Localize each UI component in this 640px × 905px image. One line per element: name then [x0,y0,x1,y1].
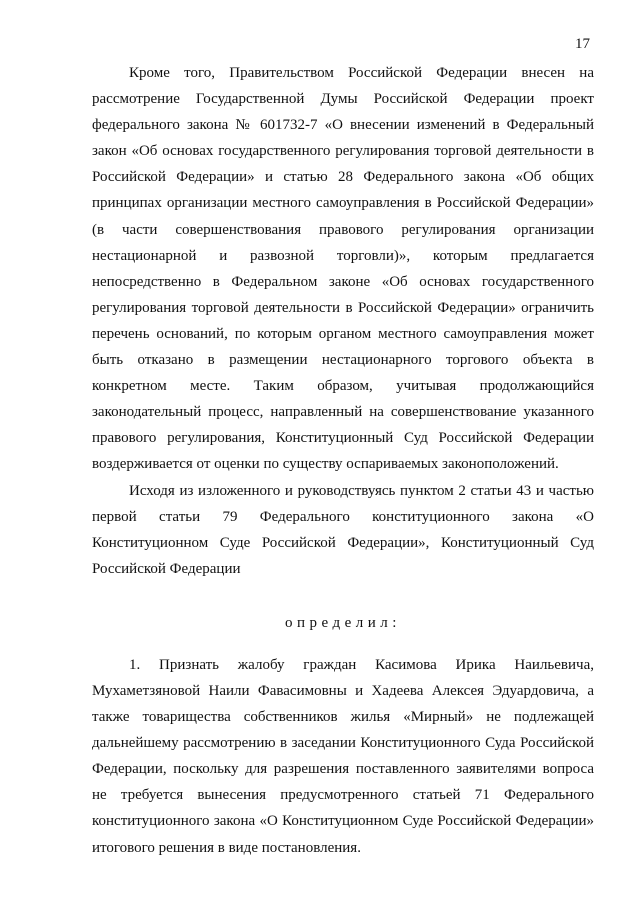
document-body [92,60,594,861]
decision-heading: определил: [285,614,401,631]
paragraph-government-bill: Кроме того, Правительством Российской Федерации внесен на рассмотрение Государственной Думы Российской Федерации проект федерального закона № 601732-7 «О внесении изменений в Федеральный закон «Об основах государственного регулирования торговой деятельности в Российской Федерации» и статью 28 Федерального закона «Об общих принципах организации местного самоуправления в Российской Федерации» (в части совершенствования правового регулирования организации нестационарной и развозной торговли)», которым предлагается непосредственно в Федеральном законе «Об основах государственного регулирования торговой деятельности в Российской Федерации» ограничить перечень оснований, по которым органом местного самоуправления может быть отказано в размещении нестационарного торгового объекта в конкретном месте. Таким образом, учитывая продолжающийся законодательный процесс, направленный на совершенствование указанного правового регулирования, Конституционный Суд Российской Федерации воздерживается от оценки по существу оспариваемых законоположений. [92,65,594,473]
paragraph-grounds: Исходя из изложенного и руководствуясь пунктом 2 статьи 43 и частью первой статьи 79 Федерального конституционного закона «О Конституционном Суде Российской Федерации», Конституционный Суд Российской Федерации [92,482,594,577]
page-number: 17 [575,36,590,52]
paragraph-ruling-1: 1. Признать жалобу граждан Касимова Ирика Наильевича, Мухаметзяновой Наили Фавасимовны и Хадеева Алексея Эдуардовича, а также товарищества собственников жилья «Мирный» не подлежащей дальнейшему рассмотрению в заседании Конституционного Суда Российской Федерации, поскольку для разрешения поставленного заявителями вопроса не требуется вынесения предусмотренного статьей 71 Федерального конституционного закона «О Конституционном Суде Российской Федерации» итогового решения в виде постановления. [92,656,594,856]
